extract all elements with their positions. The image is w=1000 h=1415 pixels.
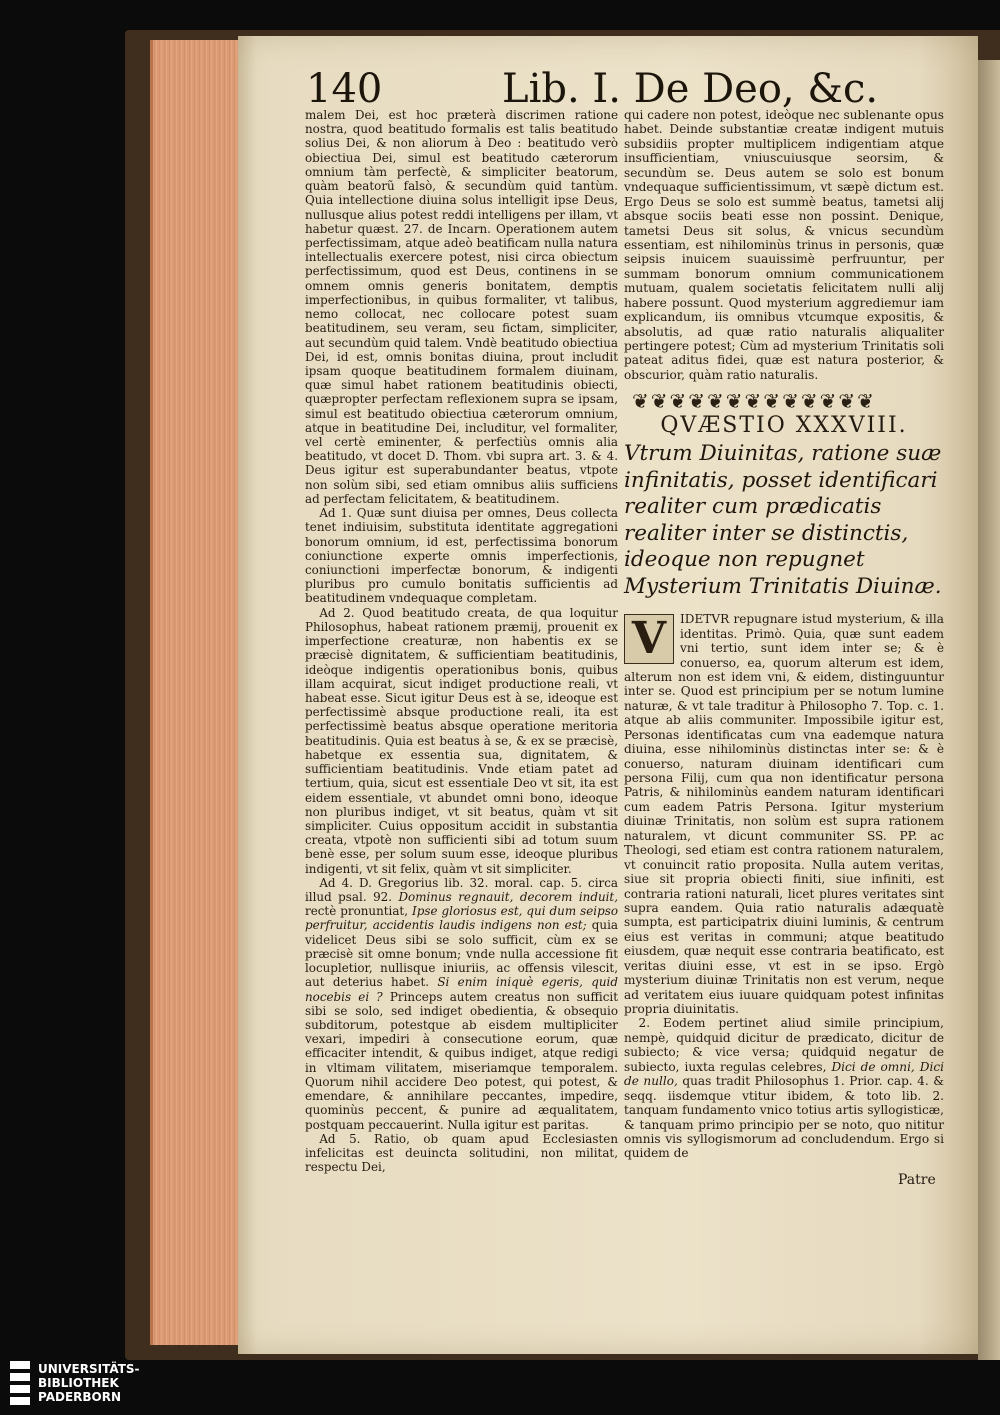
dici-de-nullo: Dici de nullo, <box>624 1059 944 1089</box>
right-paragraph-2-text-a: 2. Eodem pertinet aliud simile principium, nempè, quidquid dicitur de prædicato, dicitur de subiecto; & vice versa; quidquid negatur de subiecto, iuxta regulas celebres, <box>624 1016 944 1074</box>
left-paragraph-3: Ad 2. Quod beatitudo creata, de qua loquitur Philosophus, habeat rationem præmij, prouenit ex imperfectione creaturæ, non habentis ex se præcisè dignitatem, & sufficientiam beatitudinis, ideòque indigentis operationibus bonis, quibus illam acquirat, sicut indiget productione reali, vt habeat esse. Sicut igitur Deus est à se, ideoque est perfectissimè absque productione reali, ita est perfectissimè beatus absque operatione meritoria beatitudinis. Quia est beatus à se, & ex se præcisè, habetque ex essentia sua, dignitatem, & sufficientiam beatitudinis. Vnde etiam patet ad tertium, quia, sicut est essentiale Deo vt sit, ita est eidem essentiale, vt abundet omni bono, ideoque non pluribus indiget, vt sit beatus, quàm vt sit simpliciter. Cuius oppositum accidit in substantia creata, vtpotè non sufficienti sibi ad totum suum benè esse, per solum suum esse, ideoque pluribus indigenti, vt sit felix, quàm vt sit simpliciter. <box>305 605 618 876</box>
right-paragraph-1 <box>624 612 944 1016</box>
right-column <box>624 108 944 1161</box>
page-number: 140 <box>306 66 383 112</box>
gregory-text-1: rectè pronuntiat, <box>305 904 413 919</box>
running-title: Lib. I. De Deo, &c. <box>502 66 879 112</box>
question-heading: QVÆSTIO XXXVIII. <box>660 412 908 438</box>
left-column <box>305 108 618 1174</box>
library-logo-icon <box>10 1361 30 1405</box>
page-edges <box>150 40 245 1345</box>
library-name-line-2: BIBLIOTHEK <box>38 1376 119 1390</box>
gregory-text-3: Princeps autem creatus non sufficit sibi se solo, sed indiget obedientia, & obsequio subditorum, potestque ab eisdem multipliciter vexari, impediri à consecutione eorum, quæ efficaciter intendit, & quibus indiget, atque redigi in vltimam vilitatem, miseriamque temporalem. Quorum nihil accidere Deo potest, qui potest, & emendare, & annihilare peccantes, impedire, quominùs peccent, & punire ad æqualitatem, postquam peccauerint. Nulla igitur est paritas. <box>305 989 619 1132</box>
dici-de-omni: Dici de omni, <box>831 1059 915 1074</box>
decorated-initial: V <box>624 614 674 664</box>
catchword: Patre <box>898 1172 936 1188</box>
right-paragraph-1-text: repugnare istud mysterium, & illa identitas. Primò. Quia, quæ sunt eadem vni tertio, sunt idem inter se; & è conuerso, ea, quorum alterum est idem, alterum non est idem vni, & eidem, distinguuntur inter se. Quod est principium per se notum lumine naturæ, & vt tale traditur à Philosopho 7. Top. c. 1. atque ab aliis communiter. Impossibile igitur est, Personas identificatas cum vna eademque natura diuina, esse nihilominùs distinctas inter se: & è conuerso, naturam diuinam identificari cum persona Filij, cum qua non identificatur persona Patris, & nihilominùs eandem naturam identificari cum eadem Patris Persona. Igitur mysterium diuinæ Trinitatis, non solùm est supra rationem naturalem, vt dicunt communiter SS. PP. ac Theologi, sed etiam est contra rationem naturalem, vt conuincit ratio proposita. Nulla autem veritas, siue sit propria obiecti finiti, siue infiniti, est contraria rationi naturali, licet plures veritates sint supra eandem. Quia ratio naturalis adæquatè sumpta, est participatrix diuini luminis, & centrum eius est veritas in communi; atque beatitudo eiusdem, quæ nequit esse contraria beatificato, est veritas diuini esse, vt est in se ipso. Ergò mysterium diuinæ Trinitatis non est verum, neque ad veritatem eius iuuare quidquam potest infinitas propria diuinitatis. <box>624 612 944 1016</box>
right-paragraph-2-text-b: quas tradit Philosophus 1. Prior. cap. 4. & seqq. iisdemque vtitur ibidem, & toto lib. 2. tanquam fundamento vnico totius artis syllogisticæ, & tanquam primo principio per se noto, quo nititur omnis vis syllogismorum ad concludendum. Ergo si quidem de <box>624 1074 944 1161</box>
left-paragraph-2: Ad 1. Quæ sunt diuisa per omnes, Deus collecta tenet indiuisim, substituta identitate aggregationi bonorum omnium, id est, perfectissima bonorum coniunctione experte omnis imperfectionis, coniunctioni imperfectæ bonorum, & indigenti pluribus pro cumulo bonitatis sufficientis ad beatitudinem vndequaque completam. <box>305 506 618 606</box>
right-intro-paragraph: qui cadere non potest, ideòque nec sublenante opus habet. Deinde substantiæ creatæ indigent mutuis subsidiis propter multiplicem indigentiam atque insufficientiam, vniuscuiusque seorsim, & secundùm se. Deus autem se solo est bonum vndequaque sufficientissimum, vt sæpè dictum est. Ergo Deus se solo est summè beatus, tametsi alij absque sociis beati esse non possint. Denique, tametsi Deus sit solus, & vnicus secundùm essentiam, est nihilominùs trinus in personis, quæ seipsis inuicem suauissimè perfruuntur, per summam bonorum omnium communicationem mutuam, qualem societatis felicitatem nulli alij habere possunt. Quod mysterium aggrediemur iam explicandum, iis omnibus vtcumque expositis, & absolutis, ad quæ ratio naturalis aliqualiter pertingere potest; Cùm ad mysterium Trinitatis soli pateat aditus fidei, quæ est natura posterior, & obscurior, quàm ratio naturalis. <box>624 108 944 382</box>
first-words: IDETVR <box>680 612 730 627</box>
left-paragraph-4 <box>305 876 618 1132</box>
right-paragraph-2 <box>624 1016 944 1160</box>
fleuron-ornament: ❦❦❦❦❦❦❦❦❦❦❦❦❦ <box>632 389 876 414</box>
left-paragraph-5: Ad 5. Ratio, ob quam apud Ecclesiasten infelicitas est deuincta solitudini, non militat, respectu Dei, <box>305 1131 618 1175</box>
italic-quote-3: Si enim iniquè egeris, quid nocebis ei ? <box>305 975 618 1004</box>
library-name-line-3: PADERBORN <box>38 1390 122 1404</box>
gregory-intro: Ad 4. D. Gregorius lib. 32. moral. cap. 5. circa illud psal. 92. <box>305 875 618 905</box>
left-paragraph-1: malem Dei, est hoc præterà discrimen ratione nostra, quod beatitudo formalis est talis beatitudo solius Dei, & non aliorum à Deo : beatitudo verò obiectiua Dei, simul est beatitudo cæterorum omnium tàm perfectè, & simpliciter beatorum, quàm beatorũ falsò, & secundùm quid tantùm. Quia intellectione diuina solus intelligit ipse Deus, nullusque alius potest reddi intelligens per illam, vt habetur quæst. 27. de Incarn. Operationem autem perfectissimam, atque adeò beatificam nulla natura intellectualis exercere potest, nisi circa obiectum perfectissimum, quod est Deus, continens in se omnem omnis generis bonitatem, demptis imperfectionibus, in quibus formaliter, vt talibus, nemo collocat, nec collocare potest suam beatitudinem, seu veram, seu fictam, simpliciter, aut secundùm quid talem. Vndè beatitudo obiectiua Dei, id est, omnis bonitas diuina, prout includit ipsam quoque beatitudinem formalem diuinam, quæ simul habet rationem beatitudinis obiecti, quæpropter perfectam reflexionem supra se ipsam, simul est beatitudo obiectiua cæterorum omnium, atque in beatitudine Dei, includitur, vel formaliter, vel certè eminenter, & perfectiùs omnis alia beatitudo, vt docet D. Thom. vbi supra art. 3. & 4. Deus igitur est superabundanter beatus, vtpote non solùm sibi, sed etiam omnibus aliis sufficiens ad perfectam felicitatem, & beatitudinem. <box>305 108 618 506</box>
italic-quote-2: Ipse gloriosus est, qui dum seipso perfruitur, accidentis laudis indigens non est; <box>305 904 618 933</box>
facing-page-edge <box>978 60 1000 1360</box>
library-footer <box>10 1361 140 1405</box>
library-name-line-1: UNIVERSITÄTS- <box>38 1362 140 1376</box>
gregory-text-2: quia videlicet Deus sibi se solo sufficit, cùm ex se præcisè sit omne bonum; vnde nulla accessione fit locupletior, nullisque iniuriis, ac offensis vilescit, aut deterius habet. <box>305 918 618 990</box>
question-title: Vtrum Diuinitas, ratione suæ infinitatis, posset identificari realiter cum prædicatis realiter inter se distinctis, ideoque non repugnet Mysterium Trinitatis Diuinæ. <box>624 441 942 599</box>
italic-quote-1: Dominus regnauit, decorem induit, <box>398 890 618 905</box>
library-name <box>38 1362 140 1404</box>
